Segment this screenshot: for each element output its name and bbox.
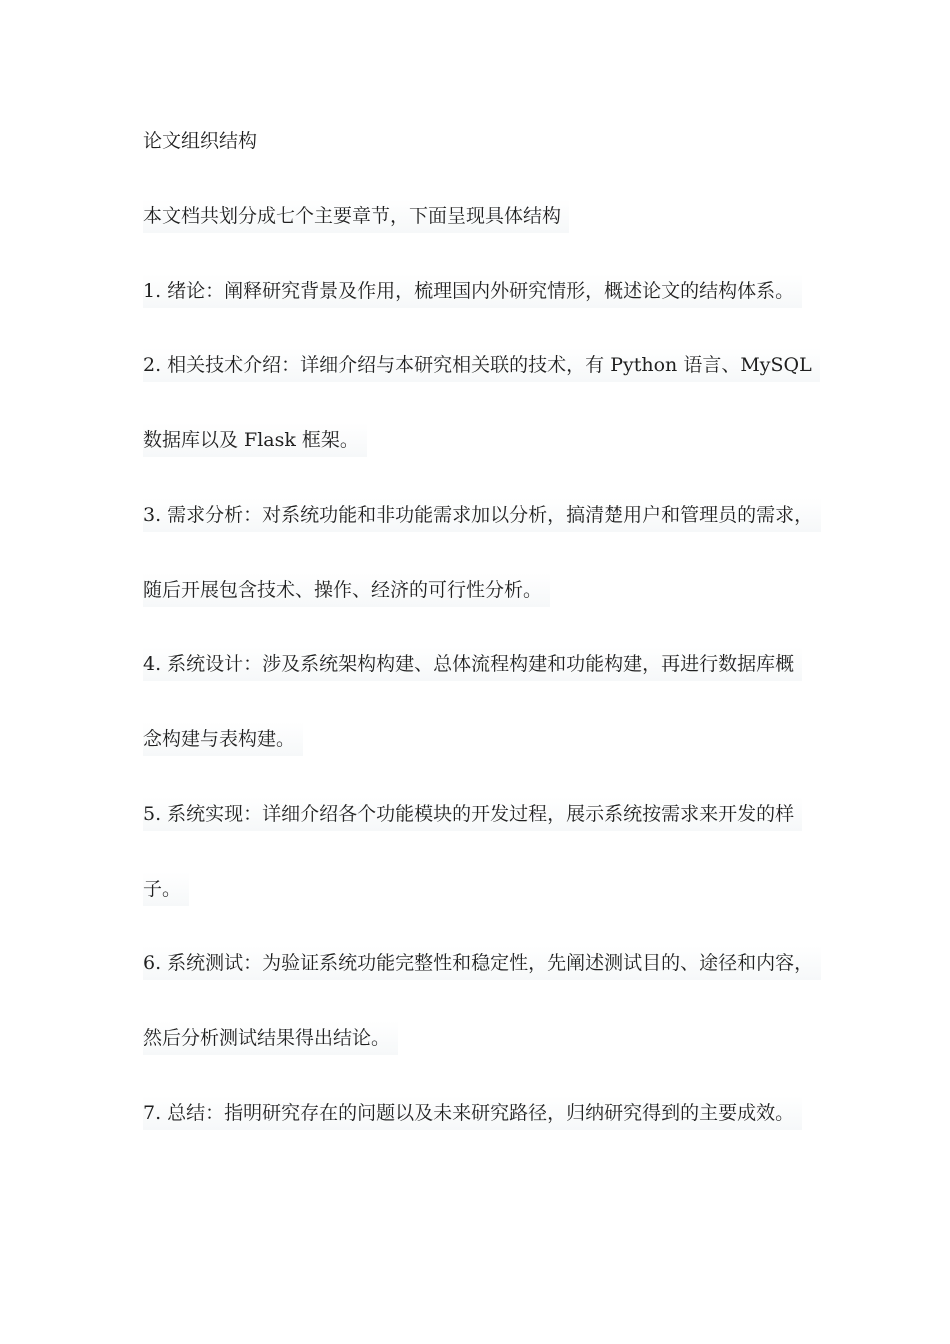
chapter-5-line-1: 5. 系统实现：详细介绍各个功能模块的开发过程，展示系统按需求来开发的样 xyxy=(143,797,802,831)
chapter-6-line-1: 6. 系统测试：为验证系统功能完整性和稳定性，先阐述测试目的、途径和内容， xyxy=(143,946,821,980)
chapter-4-line-1: 4. 系统设计：涉及系统架构构建、总体流程构建和功能构建，再进行数据库概 xyxy=(143,647,802,681)
chapter-2-line-2: 数据库以及 Flask 框架。 xyxy=(143,423,367,457)
chapter-2-line-1: 2. 相关技术介绍：详细介绍与本研究相关联的技术，有 Python 语言、MySQL xyxy=(143,348,820,382)
section-title: 论文组织结构 xyxy=(143,124,265,158)
chapter-7-line: 7. 总结：指明研究存在的问题以及未来研究路径，归纳研究得到的主要成效。 xyxy=(143,1096,802,1130)
chapter-1-line: 1. 绪论：阐释研究背景及作用，梳理国内外研究情形，概述论文的结构体系。 xyxy=(143,274,802,308)
chapter-5-line-2: 子。 xyxy=(143,872,189,906)
chapter-3-line-2: 随后开展包含技术、操作、经济的可行性分析。 xyxy=(143,573,550,607)
intro-paragraph: 本文档共划分成七个主要章节，下面呈现具体结构 xyxy=(143,199,569,233)
chapter-4-line-2: 念构建与表构建。 xyxy=(143,722,303,756)
chapter-3-line-1: 3. 需求分析：对系统功能和非功能需求加以分析，搞清楚用户和管理员的需求， xyxy=(143,498,821,532)
chapter-6-line-2: 然后分析测试结果得出结论。 xyxy=(143,1021,398,1055)
